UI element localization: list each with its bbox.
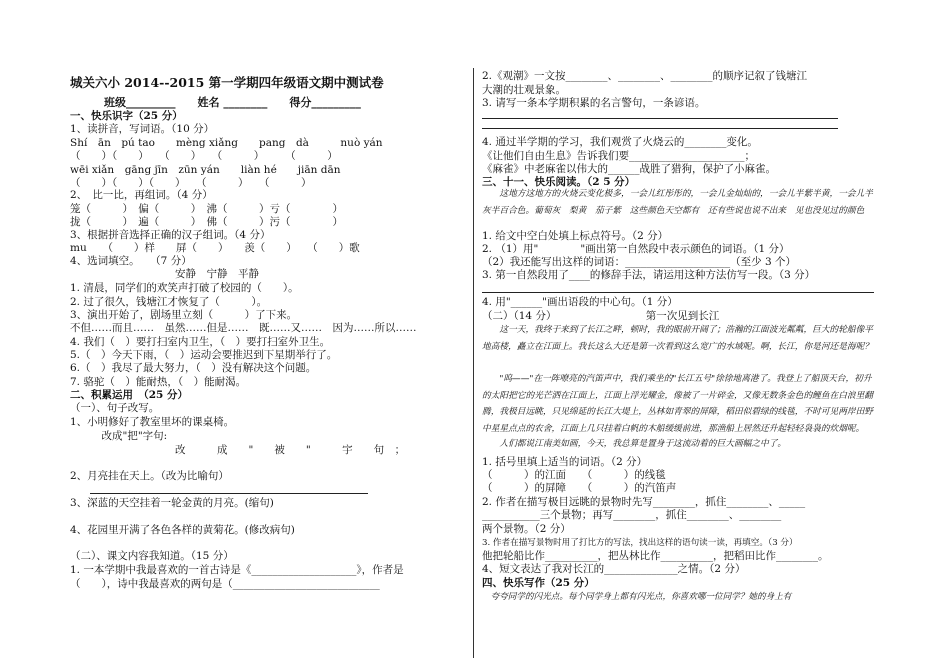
pinyin-choice-row: mu （ ）样 屏（ ） 羡（ ） （ ）歌: [70, 242, 360, 254]
question-line: 4. 通过半学期的学习，我们观赏了火烧云的________变化。: [482, 136, 758, 148]
section-heading: 四、快乐写作（25 分）: [482, 577, 595, 589]
question-line: （2）我还能写出这样的词语：____________________（至少 3 个）: [482, 256, 797, 268]
question-line: 改 成 " 被 " 宇 句 ；: [70, 444, 406, 456]
reading-passage-4: 人们都说江南美如画，今天，我总算是置身于这流动着的巨大画幅之中了。: [482, 439, 787, 449]
question-line: 4、短文表达了我对长江的______________之情。（2 分）: [482, 563, 746, 575]
reading-passage-1: 这地方这地方的火烧云变化极多，一会儿红彤彤的，一会儿金灿灿的，一会儿半紫半黄，一会儿半灰半百合色。葡萄灰 梨黄 茄子紫 这些颜色天空都有 还有些说也说不出来 见也没见过的颜色: [482, 189, 873, 216]
question-line: 4. 用"______"画出语段的中心句。（1 分）: [482, 296, 678, 308]
fill-in-line: 7. 骆驼（ ）能耐热，（ ）能耐渴。: [70, 376, 247, 388]
fill-in-line: 4. 我们（ ）要打扫室内卫生，（ ）要打扫室外卫生。: [70, 336, 331, 348]
fill-in-line: 1. 清晨，同学们的欢笑声打破了校园的（ ）。: [70, 282, 299, 294]
writing-prompt: 夸夸同学的闪光点。每个同学身上都有闪光点，你喜欢哪一位同学？她的身上有: [482, 592, 792, 602]
pinyin-line: Shí ān pú tao mèng xiǎng pang dà nuò yán: [70, 137, 383, 149]
question-line: 改成"把"字句:: [70, 430, 168, 442]
student-info-line: 班级_________ 姓名 ________ 得分_________: [104, 96, 361, 109]
question-line: 2、月亮挂在天上。（改为比喻句）: [70, 470, 229, 482]
question-line: 2. （1）用" "画出第一自然段中表示颜色的词语。（1 分）: [482, 243, 790, 255]
left-column: [70, 0, 468, 658]
question-line: 4、花园里开满了各色各样的黄菊花。(修改病句): [70, 524, 295, 536]
answer-line: [90, 493, 368, 494]
section-heading: 三、十一、快乐阅读。（2 5 分）: [482, 176, 636, 188]
reading-passage-3: "呜——"在一阵嘹亮的汽笛声中，我们乘坐的"长江五号"徐徐地离港了。我登上了船顶天台，初升的太阳把它的光芒洒在江面上，江面上浮光耀金，像被了一片碎金，又像无数条金色的鲤鱼在白浪里翻腾，我极目远眺，只见绵延的长江大堤上，丛林如青翠的屏障，稻田似碧绿的线毯，不时可见两岸田野中星星点点的农舍，江面上几只挂着白帆的木船缓缓前进，那渔船上居然还升起轻轻袅袅的炊烟呢。: [482, 374, 873, 434]
reading-passage-2: 这一天，我终于来到了长江之畔，顿时，我的眼前开阔了；浩瀚的江面波光粼粼，巨大的轮船像平地高楼，矗立在江面上。我长这么大还是第一次看到这么宽广的水域呢。啊，长江，你是河还是海呢？: [482, 325, 873, 352]
question-line: 4、选词填空。 （7 分）: [70, 255, 192, 267]
question-line: 他把轮船比作__________，把丛林比作__________，把稻田比作________。: [482, 550, 829, 562]
question-line: 2、 比一比，再组词。（4 分）: [70, 189, 213, 201]
right-column: [482, 0, 878, 658]
word-options: 安静 宁静 平静: [70, 268, 259, 280]
conjunction-options: 不但……而且…… 虽然……但是…… 既……又…… 因为……所以……: [70, 322, 417, 334]
question-line: 大潮的壮观景象。: [482, 84, 566, 96]
fill-in-line: 2. 过了很久，钱塘江才恢复了（ ）。: [70, 296, 268, 308]
pinyin-line: wēi xiǎn gāng jīn zūn yán liàn hé jiān dān: [70, 164, 341, 176]
question-line: 1. 给文中空白处填上标点符号。（2 分）: [482, 230, 669, 242]
answer-blanks: （ ）（ ）（ ） （ ） （ ）: [70, 177, 312, 189]
answer-line: [482, 128, 838, 129]
question-line: 3. 请写一条本学期积累的名言警句，一条谚语。: [482, 97, 706, 109]
answer-line: [482, 118, 838, 119]
compare-words-row: 笼（ ） 偏（ ） 沸（ ）亏（ ）: [70, 203, 343, 215]
fill-in-line: （ ）的屏障 （ ）的汽笛声: [482, 482, 677, 494]
question-line: 1. 括号里填上适当的词语。（2 分）: [482, 456, 648, 468]
fill-in-line: 5.（ ）今天下雨，（ ）运动会要推迟到下星期举行了。: [70, 349, 338, 361]
question-line: 3、根据拼音选择正确的汉子组词。（4 分）: [70, 229, 271, 241]
column-divider: [473, 68, 474, 658]
question-line: 《麻雀》中老麻雀以伟大的______战胜了猎狗，保护了小麻雀。: [482, 163, 776, 175]
question-line: 1、小明修好了教室里坏的课桌椅。: [70, 416, 235, 428]
question-line: 两个景物。（2 分）: [482, 523, 571, 535]
section-heading: 一、快乐识字（25 分）: [70, 110, 183, 122]
question-line: 1、读拼音，写词语。（10 分）: [70, 123, 215, 135]
question-line: 1. 一本学期中我最喜欢的一首古诗是《____________________》，作者是: [70, 564, 404, 576]
question-line: 2. 作者在描写极目远眺的景物时先写________，抓住________、_____: [482, 496, 806, 508]
fill-in-line: 6.（ ）我尽了最大努力，（ ）没有解决这个问题。: [70, 362, 317, 374]
section-heading: 二、积累运用 （25 分）: [70, 389, 189, 401]
question-line: ___________三个景物；再写________，抓住________、________: [482, 509, 782, 521]
answer-line: [482, 292, 874, 293]
fill-in-line: 3、演出开始了，剧场里立刻（ ）了下来。: [70, 309, 298, 321]
question-line: （ ），诗中我最喜欢的两句是（____________________________: [70, 578, 380, 590]
subsection-heading: （二）（14 分） 第一次见到长江: [482, 310, 720, 322]
question-line: 《让他们自由生息》告诉我们要______________________；: [482, 150, 755, 162]
question-line: 2.《观潮》一文按________、________、________的顺序记叙了钱塘江: [482, 70, 808, 82]
compare-words-row: 拢（ ） 遍（ ） 佛（ ）污（ ）: [70, 216, 343, 228]
subsection-heading: （一）、句子改写。: [70, 402, 160, 414]
subsection-heading: （二）、课文内容我知道。（15 分）: [70, 550, 234, 562]
question-line: 3、深蓝的天空挂着一轮金黄的月亮。(缩句): [70, 497, 274, 509]
question-line: 3. 第一自然段用了____的修辞手法，请运用这种方法仿写一段。（3 分）: [482, 269, 816, 281]
question-line: 3. 作者在描写景物时用了打比方的写法，找出这样的语句读一读，再填空。（3 分）: [482, 538, 798, 548]
fill-in-line: （ ）的江面 （ ）的线毯: [482, 469, 666, 481]
answer-blanks: （ ）（ ） （ ） （ ） （ ）: [70, 150, 338, 162]
exam-title: 城关六小 2014--2015 第一学期四年级语文期中测试卷: [70, 75, 384, 90]
